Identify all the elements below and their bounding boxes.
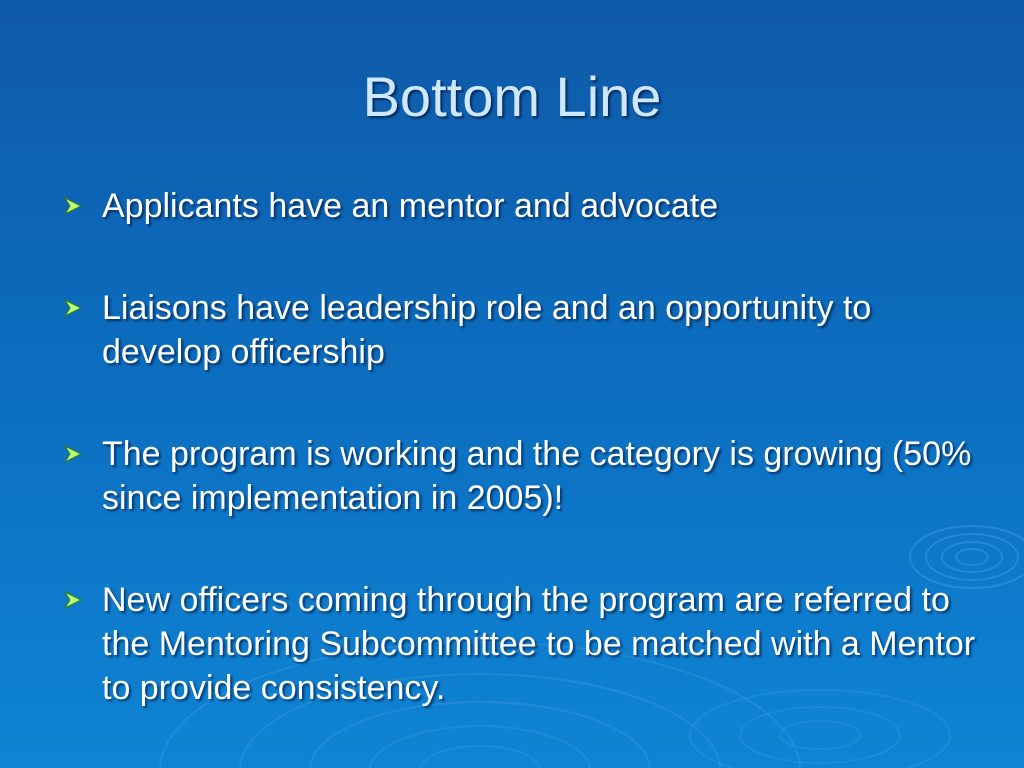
bullet-list	[62, 184, 982, 710]
bullet-item	[62, 578, 982, 710]
arrow-bullet-icon	[62, 578, 102, 622]
bullet-text: The program is working and the category is growing (50% since implementation in 2005)!	[102, 435, 972, 517]
bullet-text: Liaisons have leadership role and an opportunity to develop officership	[102, 289, 872, 371]
bullet-item	[62, 286, 982, 374]
bullet-text: Applicants have an mentor and advocate	[102, 187, 719, 225]
arrow-bullet-icon	[62, 184, 102, 228]
arrow-bullet-icon	[62, 432, 102, 476]
slide-title: Bottom Line	[362, 65, 662, 128]
arrow-bullet-icon	[62, 286, 102, 330]
bullet-text: New officers coming through the program are referred to the Mentoring Subcommittee to be matched with a Mentor to provide consistency.	[102, 581, 976, 707]
bullet-item	[62, 184, 982, 228]
bullet-item	[62, 432, 982, 520]
